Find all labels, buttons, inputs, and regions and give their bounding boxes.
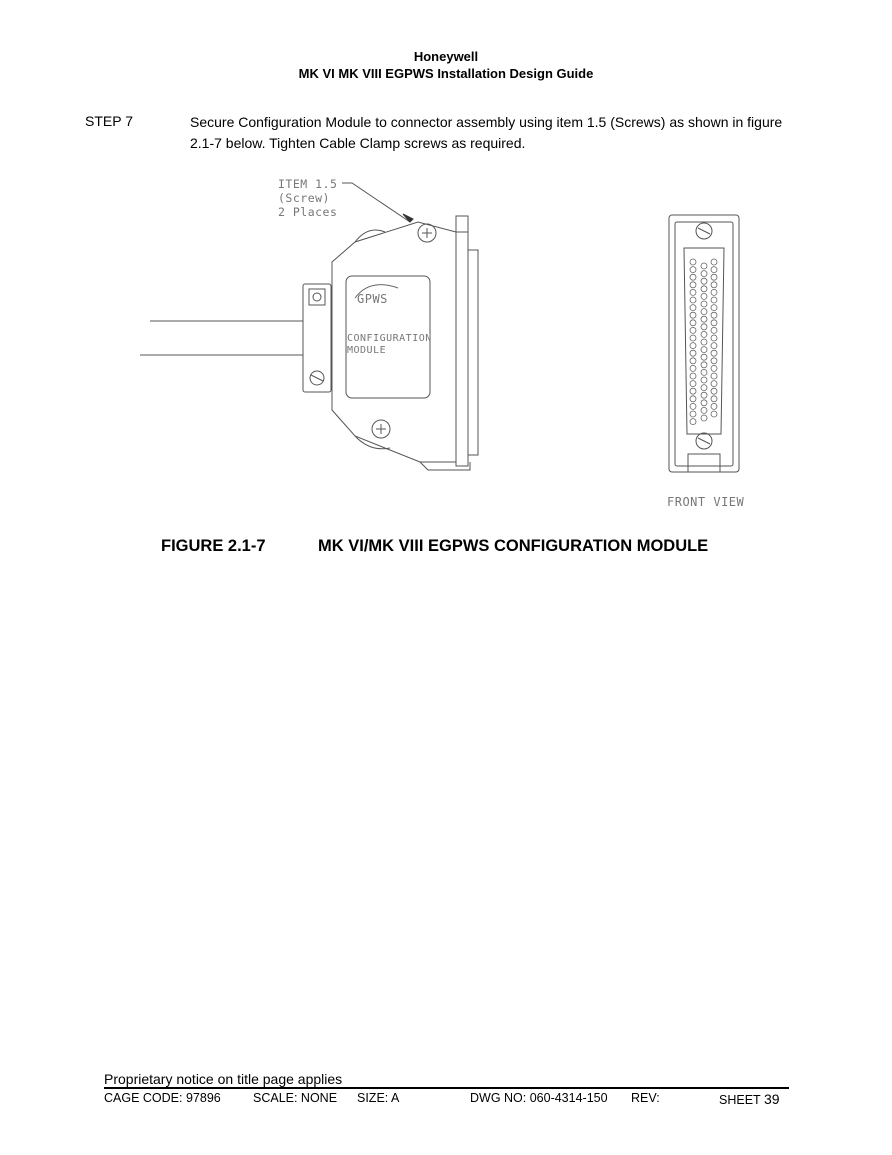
- connector-pin: [701, 331, 707, 337]
- connector-pin: [701, 354, 707, 360]
- connector-pin: [690, 282, 696, 288]
- connector-pin: [690, 335, 696, 341]
- connector-mount-flange: [456, 216, 468, 466]
- connector-pin: [711, 373, 717, 379]
- connector-pin: [690, 320, 696, 326]
- connector-pin: [701, 286, 707, 292]
- sheet-number: 39: [763, 1091, 780, 1107]
- connector-pin: [690, 350, 696, 356]
- connector-pin: [711, 289, 717, 295]
- header-doc-title: MK VI MK VIII EGPWS Installation Design Guide: [298, 66, 594, 81]
- connector-pin: [711, 274, 717, 280]
- connector-pin: [711, 335, 717, 341]
- connector-pin: [701, 301, 707, 307]
- connector-pin: [701, 369, 707, 375]
- connector-pin: [701, 309, 707, 315]
- connector-pin: [690, 381, 696, 387]
- callout-leader: [342, 183, 410, 222]
- front-view-label: FRONT VIEW: [667, 495, 745, 509]
- connector-pin: [711, 381, 717, 387]
- clamp-screw-top: [309, 289, 325, 305]
- module-label-line2: MODULE: [347, 345, 387, 356]
- callout-line2: (Screw): [278, 191, 330, 205]
- connector-pin: [690, 312, 696, 318]
- connector-pin: [701, 263, 707, 269]
- connector-pin: [690, 289, 696, 295]
- connector-pin: [711, 259, 717, 265]
- connector-pin: [711, 358, 717, 364]
- module-logo: GPWS: [357, 292, 388, 306]
- connector-pin: [701, 339, 707, 345]
- connector-pin: [690, 267, 696, 273]
- connector-pin: [701, 271, 707, 277]
- connector-pin-edge: [468, 250, 478, 455]
- connector-pin: [711, 411, 717, 417]
- connector-pin: [701, 324, 707, 330]
- callout-line3: 2 Places: [278, 205, 338, 219]
- connector-pin: [690, 396, 696, 402]
- connector-pin: [690, 343, 696, 349]
- figure-number: FIGURE 2.1-7: [161, 537, 266, 555]
- connector-pin: [701, 385, 707, 391]
- connector-pin: [711, 388, 717, 394]
- step-label: STEP 7: [85, 113, 133, 129]
- connector-pin: [711, 297, 717, 303]
- connector-pin: [701, 415, 707, 421]
- sheet: [719, 1091, 780, 1107]
- connector-pin: [690, 403, 696, 409]
- connector-pin: [690, 365, 696, 371]
- connector-pin: [711, 312, 717, 318]
- connector-pin: [690, 297, 696, 303]
- connector-pin: [690, 327, 696, 333]
- proprietary-notice: Proprietary notice on title page applies: [104, 1071, 343, 1087]
- connector-pin: [701, 316, 707, 322]
- connector-pin: [711, 343, 717, 349]
- connector-pin: [711, 327, 717, 333]
- connector-pin: [711, 350, 717, 356]
- connector-pin: [690, 358, 696, 364]
- connector-pin: [701, 377, 707, 383]
- connector-pin: [711, 320, 717, 326]
- step-text-line1: Secure Configuration Module to connector assembly using item 1.5 (Screws) as shown in figure: [190, 114, 783, 130]
- connector-pin: [690, 419, 696, 425]
- connector-pin: [701, 392, 707, 398]
- revision: REV:: [631, 1091, 660, 1105]
- pin-grid: [690, 259, 717, 425]
- connector-pin: [701, 293, 707, 299]
- connector-pin: [701, 347, 707, 353]
- connector-pin: [690, 388, 696, 394]
- cage-code: CAGE CODE: 97896: [104, 1091, 221, 1105]
- figure-caption: MK VI/MK VIII EGPWS CONFIGURATION MODULE: [318, 537, 709, 555]
- connector-pin: [690, 274, 696, 280]
- connector-pin: [711, 267, 717, 273]
- step-text: [190, 112, 820, 154]
- screw-top-icon: [418, 224, 436, 242]
- connector-pin: [690, 305, 696, 311]
- connector-pin: [690, 259, 696, 265]
- connector-pin: [701, 278, 707, 284]
- scale: SCALE: NONE: [253, 1091, 338, 1105]
- connector-pin: [690, 373, 696, 379]
- drawing-number: DWG NO: 060-4314-150: [470, 1091, 608, 1105]
- connector-pin: [701, 400, 707, 406]
- connector-pin: [711, 282, 717, 288]
- callout-line1: ITEM 1.5: [278, 177, 338, 191]
- cable-clamp: [303, 284, 331, 392]
- connector-pin: [711, 365, 717, 371]
- connector-pin: [711, 305, 717, 311]
- header-company: Honeywell: [413, 49, 479, 64]
- connector-pin: [711, 396, 717, 402]
- connector-pin: [701, 407, 707, 413]
- connector-pin: [711, 403, 717, 409]
- connector-pin: [690, 411, 696, 417]
- sheet-label: SHEET: [719, 1093, 761, 1107]
- step-text-line2: 2.1-7 below. Tighten Cable Clamp screws as required.: [190, 135, 526, 151]
- screw-bottom-icon: [372, 420, 390, 438]
- size: SIZE: A: [357, 1091, 400, 1105]
- module-label-line1: CONFIGURATION: [347, 333, 432, 344]
- footer-rule: [104, 1087, 789, 1089]
- connector-pin: [701, 362, 707, 368]
- configuration-module-drawing: [0, 160, 892, 520]
